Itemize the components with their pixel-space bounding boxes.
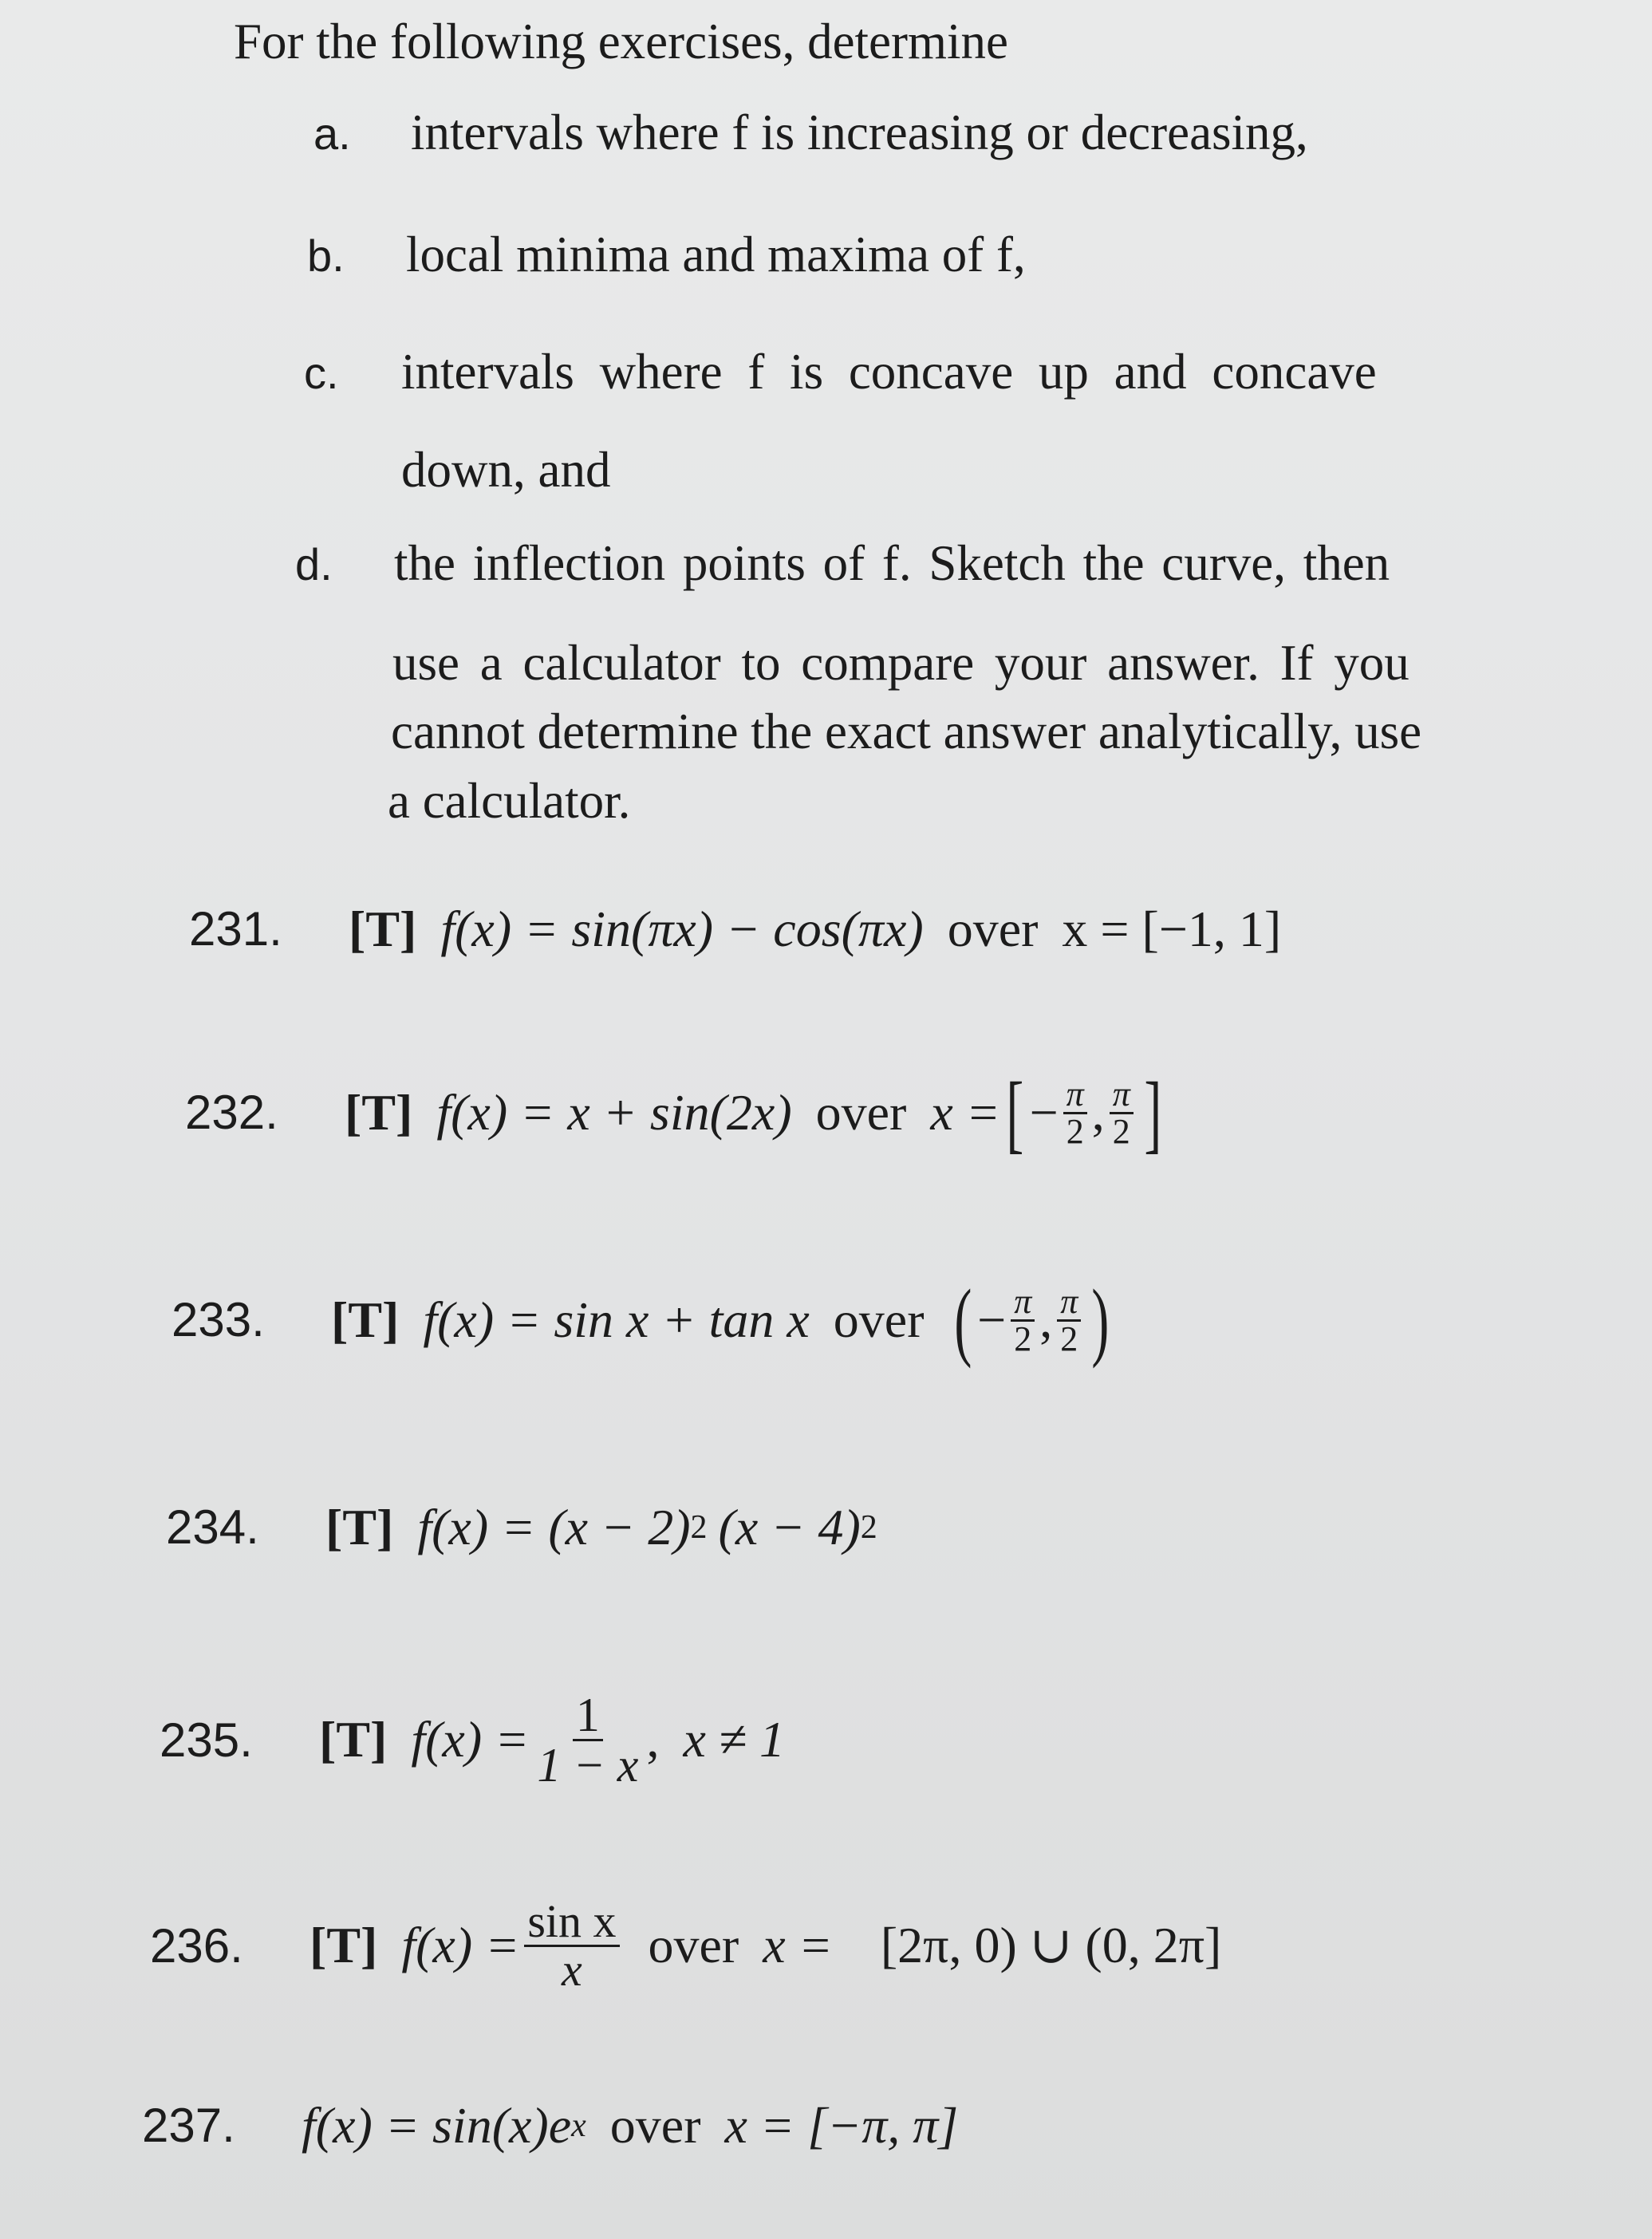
function-expression-factor: (x − 4): [718, 1499, 861, 1555]
problem-237: 237. f(x) = sin(x)e x over x = [−π, π]: [142, 2097, 959, 2154]
problem-number: 234.: [166, 1500, 259, 1555]
over-label: over: [815, 1083, 907, 1141]
domain-prefix: x =: [930, 1083, 1000, 1141]
fraction-denominator: x: [562, 1944, 582, 1996]
part-d-text-2: use a calculator to compare your answer. If you: [392, 635, 1410, 691]
close-bracket: ]: [1144, 1064, 1162, 1161]
part-d-marker: d.: [295, 539, 333, 589]
problem-number: 235.: [160, 1713, 253, 1767]
comma: ,: [1039, 1291, 1053, 1348]
sinc-fraction: [524, 1895, 619, 1996]
part-a-marker: a.: [313, 108, 351, 159]
function-expression: f(x) = (x − 2): [417, 1499, 691, 1555]
fraction-denominator: 2: [1066, 1111, 1084, 1151]
technology-tag: [T]: [310, 1917, 378, 1974]
part-c-text-1: intervals where f is concave up and concave: [401, 344, 1377, 400]
function-expression: f(x) =: [411, 1711, 530, 1768]
comma: ,: [1091, 1083, 1105, 1141]
domain-expression: [2π, 0) ∪ (0, 2π]: [880, 1917, 1222, 1974]
problem-235: [160, 1689, 785, 1792]
domain-prefix: x =: [763, 1917, 833, 1974]
part-c-text-2: down, and: [401, 442, 611, 498]
fraction-denominator: 2: [1112, 1111, 1130, 1151]
part-d: [295, 536, 1390, 591]
fraction-denominator: 1 − x: [537, 1739, 639, 1792]
open-bracket: [: [1006, 1064, 1024, 1161]
part-d-text-1: the inflection points of f. Sketch the curve, then: [394, 535, 1390, 591]
fraction-numerator: π: [1011, 1284, 1035, 1322]
problem-233: [172, 1271, 1115, 1369]
problem-number: 231.: [189, 902, 282, 956]
part-d-line-4: [388, 774, 630, 829]
part-d-line-3: [391, 704, 1421, 759]
fraction-denominator: 2: [1014, 1319, 1032, 1358]
function-expression: f(x) = x + sin(2x): [436, 1083, 792, 1141]
function-expression: f(x) = sin(x)e: [302, 2097, 572, 2154]
function-expression: f(x) =: [401, 1917, 520, 1974]
negative-sign: −: [977, 1291, 1007, 1348]
domain-condition: x ≠ 1: [683, 1711, 785, 1768]
problem-231: [189, 901, 1281, 957]
part-d-line-2: [392, 636, 1410, 691]
comma: ,: [646, 1711, 660, 1768]
problem-236: [150, 1895, 1222, 1996]
function-expression: f(x) = sin(πx) − cos(πx): [440, 901, 924, 957]
over-label: over: [947, 901, 1039, 957]
negative-sign: −: [1029, 1083, 1059, 1141]
part-a-text: intervals where f is increasing or decreasing,: [411, 104, 1308, 160]
part-a: [313, 105, 1308, 160]
intro-text: [234, 14, 1008, 69]
over-label: over: [648, 1917, 739, 1974]
fraction-numerator: π: [1057, 1284, 1081, 1322]
close-paren: ): [1091, 1271, 1110, 1369]
fraction-numerator: 1: [573, 1691, 603, 1741]
pi-over-two-fraction: [1011, 1281, 1035, 1358]
technology-tag: [T]: [349, 901, 417, 957]
fraction-numerator: π: [1110, 1077, 1134, 1114]
intro-label: For the following exercises, determine: [234, 14, 1008, 69]
reciprocal-fraction: [534, 1689, 641, 1792]
problem-number: 233.: [172, 1293, 265, 1346]
part-d-text-4: a calculator.: [388, 773, 631, 829]
problem-234: 234. [T] f(x) = (x − 2) 2 (x − 4) 2: [166, 1499, 877, 1555]
problem-number: 232.: [185, 1086, 278, 1139]
part-b: [307, 227, 1026, 282]
pi-over-two-fraction: [1063, 1074, 1087, 1151]
pi-over-two-fraction: [1110, 1074, 1134, 1151]
domain-expression: x = [−π, π]: [724, 2097, 959, 2154]
problem-number: 237.: [142, 2099, 235, 2153]
domain-expression: x = [−1, 1]: [1062, 901, 1282, 957]
over-label: over: [833, 1291, 925, 1348]
part-c-marker: c.: [304, 348, 339, 398]
open-paren: (: [953, 1271, 972, 1369]
problem-number: 236.: [150, 1918, 243, 1973]
pi-over-two-fraction: [1057, 1281, 1081, 1358]
technology-tag: [T]: [319, 1711, 388, 1768]
part-b-text: local minima and maxima of f,: [406, 227, 1026, 282]
technology-tag: [T]: [331, 1291, 400, 1348]
function-expression: f(x) = sin x + tan x: [423, 1291, 810, 1348]
part-c-line-2: [401, 443, 610, 498]
over-label: over: [609, 2097, 701, 2154]
technology-tag: [T]: [325, 1499, 394, 1555]
fraction-numerator: sin x: [524, 1898, 619, 1947]
part-c: [304, 345, 1377, 400]
technology-tag: [T]: [345, 1083, 413, 1141]
problem-232: [185, 1064, 1167, 1161]
fraction-numerator: π: [1063, 1077, 1087, 1114]
part-d-text-3: cannot determine the exact answer analytically, use: [391, 704, 1422, 759]
fraction-denominator: 2: [1060, 1319, 1078, 1358]
part-b-marker: b.: [307, 231, 345, 281]
